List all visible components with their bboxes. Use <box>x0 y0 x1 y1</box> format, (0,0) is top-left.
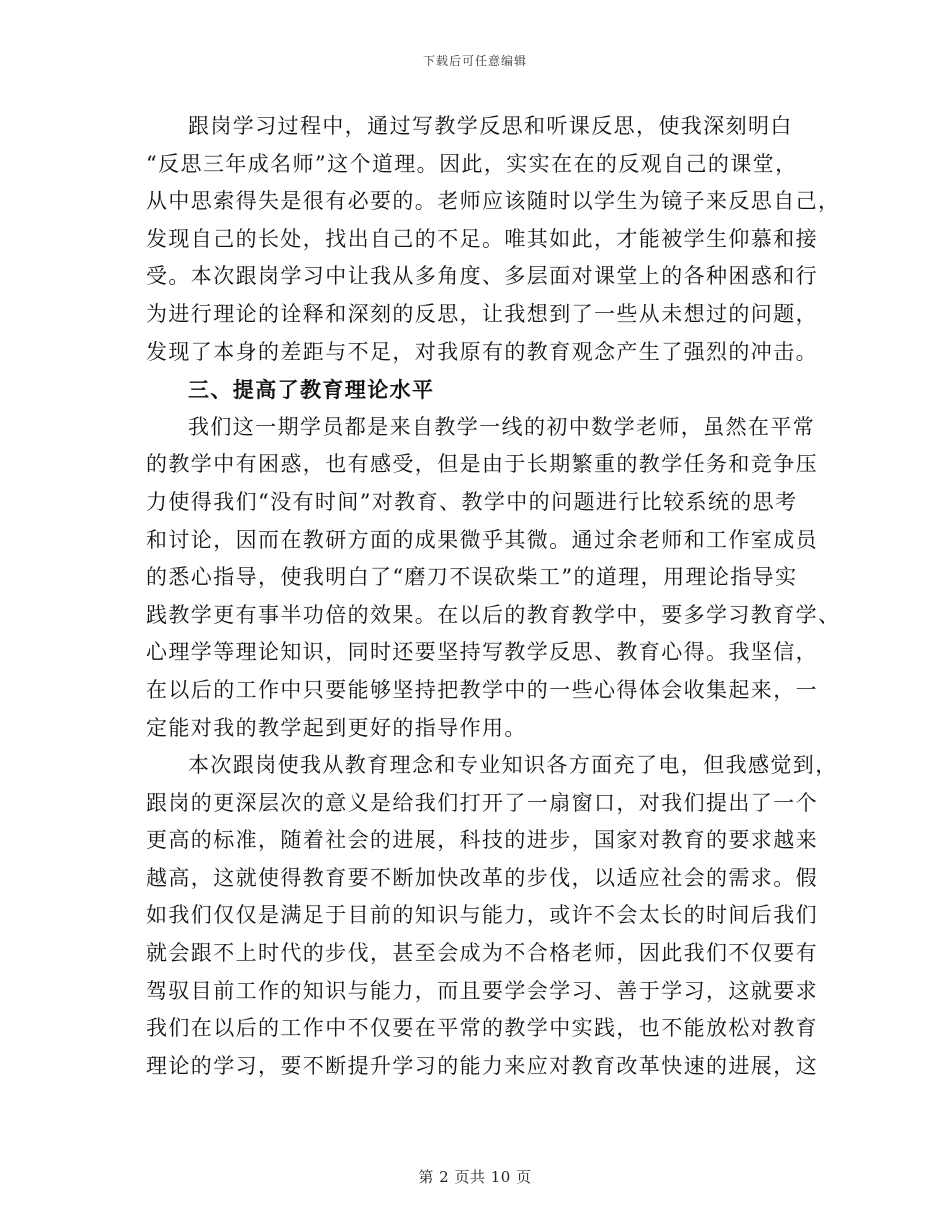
text-line: 我们这一期学员都是来自教学一线的初中数学老师，虽然在平常 <box>188 414 816 439</box>
section-heading: 三、提高了教育理论水平 <box>188 377 435 403</box>
text-line: 的教学中有困惑，也有感受，但是由于长期繁重的教学任务和竞争压 <box>146 452 818 477</box>
text-line: 的悉心指导，使我明白了“磨刀不误砍柴工”的道理，用理论指导实 <box>146 565 798 590</box>
text-line: 定能对我的教学起到更好的指导作用。 <box>146 715 527 740</box>
text-line: 为进行理论的诠释和深刻的反思，让我想到了一些从未想过的问题， <box>146 301 818 326</box>
text-line: “反思三年成名师”这个道理。因此，实实在在的反观自己的课堂， <box>146 151 798 176</box>
text-line: 跟岗学习过程中，通过写教学反思和听课反思，使我深刻明白 <box>188 114 793 138</box>
text-line: 和讨论，因而在教研方面的成果微乎其微。通过余老师和工作室成员 <box>146 527 818 552</box>
text-line: 理论的学习，要不断提升学习的能力来应对教育改革快速的进展，这 <box>146 1053 818 1078</box>
text-line: 践教学更有事半功倍的效果。在以后的教育教学中，要多学习教育学、 <box>146 602 841 627</box>
text-line: 从中思索得失是很有必要的。老师应该随时以学生为镜子来反思自己， <box>146 189 841 214</box>
text-line: 如我们仅仅是满足于目前的知识与能力，或许不会太长的时间后我们 <box>146 903 818 928</box>
text-line: 受。本次跟岗学习中让我从多角度、多层面对课堂上的各种困惑和行 <box>146 264 818 289</box>
page-footer: 第 2 页共 10 页 <box>418 1168 532 1186</box>
text-line: 在以后的工作中只要能够坚持把教学中的一些心得体会收集起来，一 <box>146 677 818 702</box>
document-body <box>146 108 841 1085</box>
text-line: 就会跟不上时代的步伐，甚至会成为不合格老师，因此我们不仅要有 <box>146 941 818 966</box>
text-line: 发现自己的长处，找出自己的不足。唯其如此，才能被学生仰慕和接 <box>146 226 818 251</box>
text-line: 心理学等理论知识，同时还要坚持写教学反思、教育心得。我坚信， <box>146 640 818 665</box>
text-line: 更高的标准，随着社会的进展，科技的进步，国家对教育的要求越来 <box>146 828 818 853</box>
text-line: 越高，这就使得教育要不断加快改革的步伐，以适应社会的需求。假 <box>146 865 818 890</box>
text-line: 我们在以后的工作中不仅要在平常的教学中实践，也不能放松对教育 <box>146 1016 818 1041</box>
text-line: 跟岗的更深层次的意义是给我们打开了一扇窗口，对我们提出了一个 <box>146 790 818 815</box>
text-line: 力使得我们“没有时间”对教育、教学中的问题进行比较系统的思考 <box>146 489 798 514</box>
text-line: 本次跟岗使我从教育理念和专业知识各方面充了电，但我感觉到， <box>188 753 838 778</box>
text-line: 发现了本身的差距与不足，对我原有的教育观念产生了强烈的冲击。 <box>146 339 818 364</box>
text-line: 驾驭目前工作的知识与能力，而且要学会学习、善于学习，这就要求 <box>146 978 818 1003</box>
page-header: 下载后可任意编辑 <box>422 54 527 68</box>
